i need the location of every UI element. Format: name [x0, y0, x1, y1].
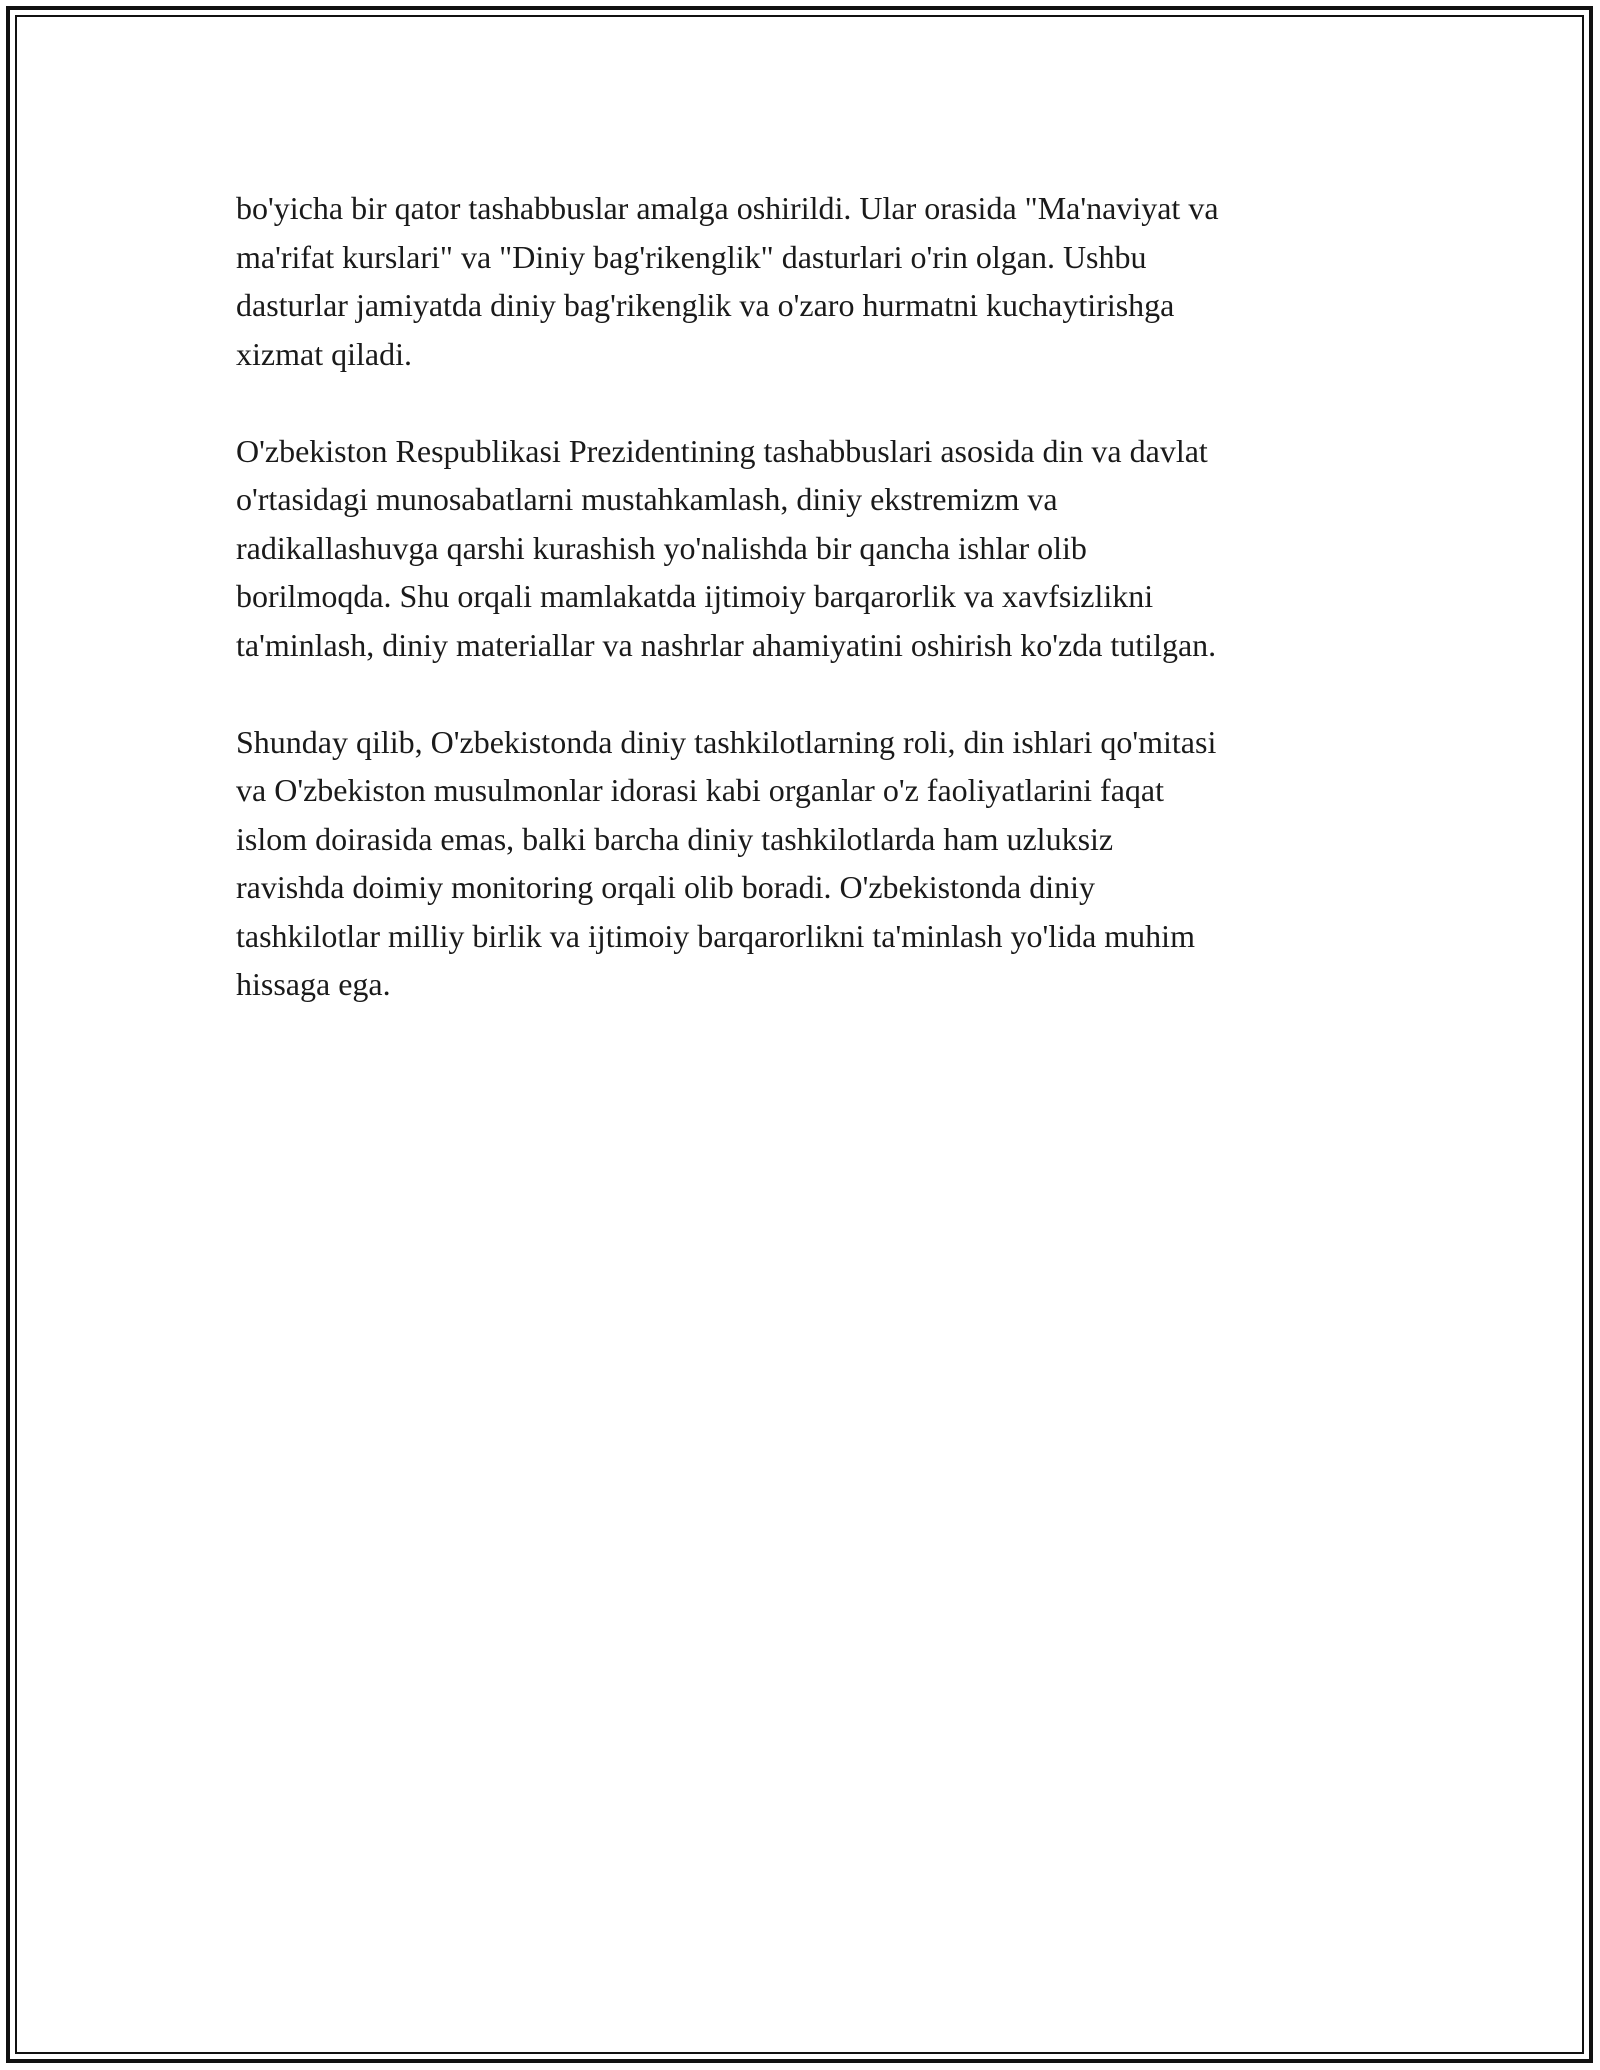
- text-line: va O'zbekiston musulmonlar idorasi kabi organlar o'z faoliyatlarini faqat: [236, 772, 1164, 808]
- text-line: borilmoqda. Shu orqali mamlakatda ijtimoiy barqarorlik va xavfsizlikni: [236, 578, 1154, 614]
- text-line: radikallashuvga qarshi kurashish yo'nalishda bir qancha ishlar olib: [236, 529, 1087, 566]
- text-line: tashkilotlar milliy birlik va ijtimoiy barqarorlikni ta'minlash yo'lida muhim: [236, 917, 1195, 954]
- text-line: Shunday qilib, O'zbekistonda diniy tashkilotlarning roli, din ishlari qo'mitasi: [236, 723, 1217, 760]
- text-line: O'zbekiston Respublikasi Prezidentining tashabbuslari asosida din va davlat: [236, 432, 1208, 469]
- text-line: o'rtasidagi munosabatlarni mustahkamlash, diniy ekstremizm va: [236, 481, 1058, 517]
- text-line: ta'minlash, diniy materiallar va nashrlar ahamiyatini oshirish ko'zda tutilgan.: [236, 626, 1217, 663]
- paragraph-2: [236, 427, 1366, 670]
- paragraph-1: [236, 184, 1366, 378]
- text-line: bo'yicha bir qator tashabbuslar amalga oshirildi. Ular orasida "Ma'naviyat va: [236, 190, 1219, 226]
- document-body: [236, 184, 1366, 1057]
- text-line: dasturlar jamiyatda diniy bag'rikenglik va o'zaro hurmatni kuchaytirishga: [236, 287, 1175, 323]
- text-line: islom doirasida emas, balki barcha diniy tashkilotlarda ham uzluksiz: [236, 820, 1114, 857]
- text-line: ravishda doimiy monitoring orqali olib boradi. O'zbekistonda diniy: [236, 869, 1095, 905]
- text-line: ma'rifat kurslari" va "Diniy bag'rikenglik" dasturlari o'rin olgan. Ushbu: [236, 238, 1147, 275]
- text-line: hissaga ega.: [236, 966, 391, 1002]
- text-line: xizmat qiladi.: [236, 335, 412, 372]
- paragraph-3: [236, 718, 1366, 1009]
